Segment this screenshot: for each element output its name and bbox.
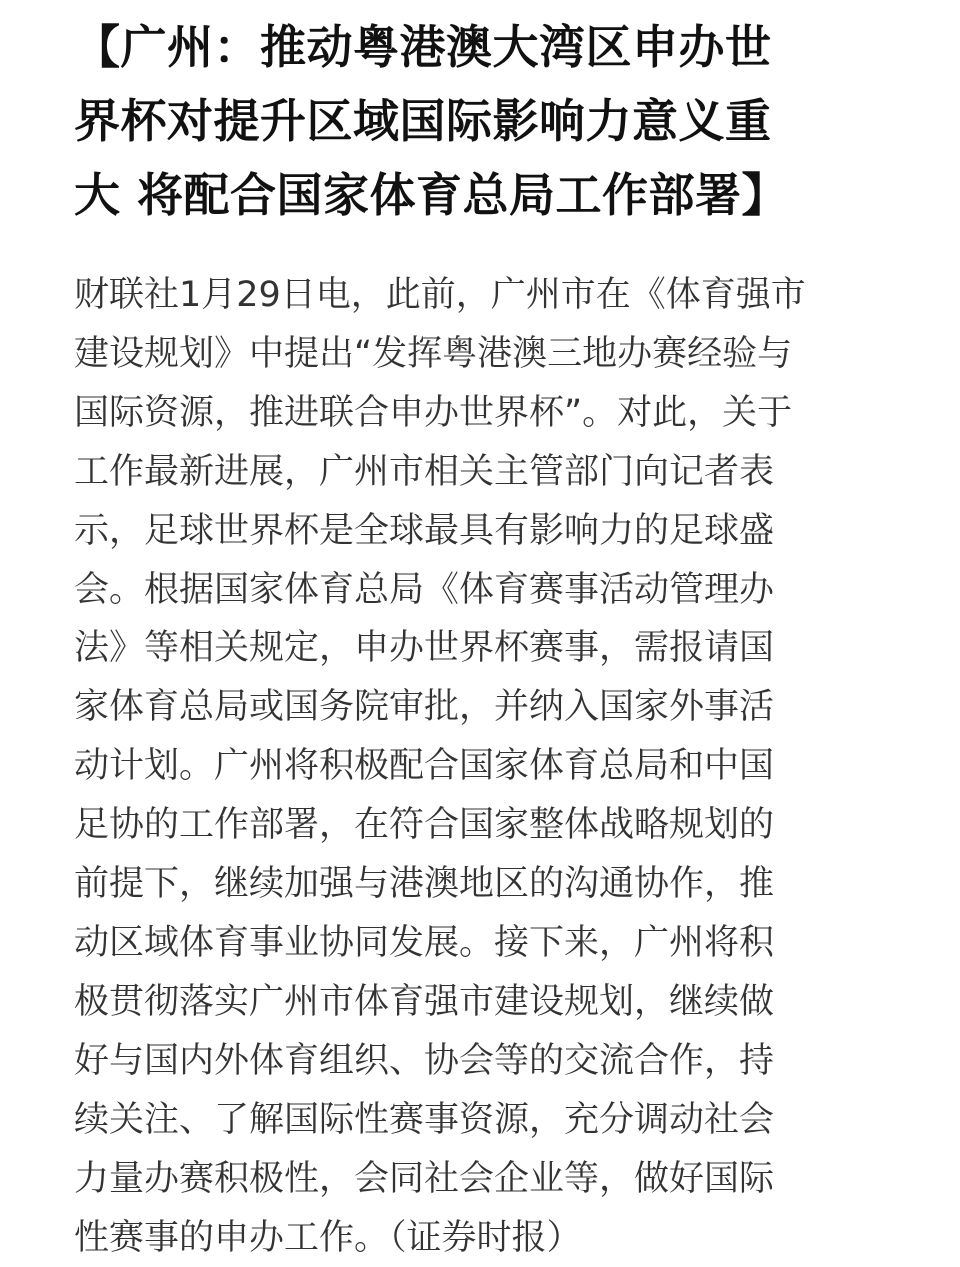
body-line: 国际资源，推进联合申办世界杯”。对此，关于 <box>74 384 874 443</box>
body-line: 动计划。广州将积极配合国家体育总局和中国 <box>74 737 874 796</box>
body-line: 力量办赛积极性，会同社会企业等，做好国际 <box>74 1150 874 1209</box>
body-line: 极贯彻落实广州市体育强市建设规划，继续做 <box>74 973 874 1032</box>
article-body <box>74 266 874 1267</box>
body-line: 前提下，继续加强与港澳地区的沟通协作，推 <box>74 855 874 914</box>
body-line: 续关注、了解国际性赛事资源，充分调动社会 <box>74 1091 874 1150</box>
body-line: 法》等相关规定，申办世界杯赛事，需报请国 <box>74 619 874 678</box>
body-line: 工作最新进展，广州市相关主管部门向记者表 <box>74 443 874 502</box>
headline-line: 大 将配合国家体育总局工作部署】 <box>74 158 874 232</box>
body-line: 性赛事的申办工作。（证券时报） <box>74 1209 874 1267</box>
body-line: 示，足球世界杯是全球最具有影响力的足球盛 <box>74 502 874 561</box>
article <box>74 10 874 1267</box>
body-line: 动区域体育事业协同发展。接下来，广州将积 <box>74 914 874 973</box>
headline-line: 界杯对提升区域国际影响力意义重 <box>74 84 874 158</box>
body-line: 家体育总局或国务院审批，并纳入国家外事活 <box>74 678 874 737</box>
body-line: 建设规划》中提出“发挥粤港澳三地办赛经验与 <box>74 325 874 384</box>
headline-line: 【广州：推动粤港澳大湾区申办世 <box>74 10 874 84</box>
article-headline <box>74 10 874 232</box>
body-line: 财联社1月29日电，此前，广州市在《体育强市 <box>74 266 874 325</box>
body-line: 足协的工作部署，在符合国家整体战略规划的 <box>74 796 874 855</box>
body-line: 会。根据国家体育总局《体育赛事活动管理办 <box>74 561 874 620</box>
body-line: 好与国内外体育组织、协会等的交流合作，持 <box>74 1032 874 1091</box>
